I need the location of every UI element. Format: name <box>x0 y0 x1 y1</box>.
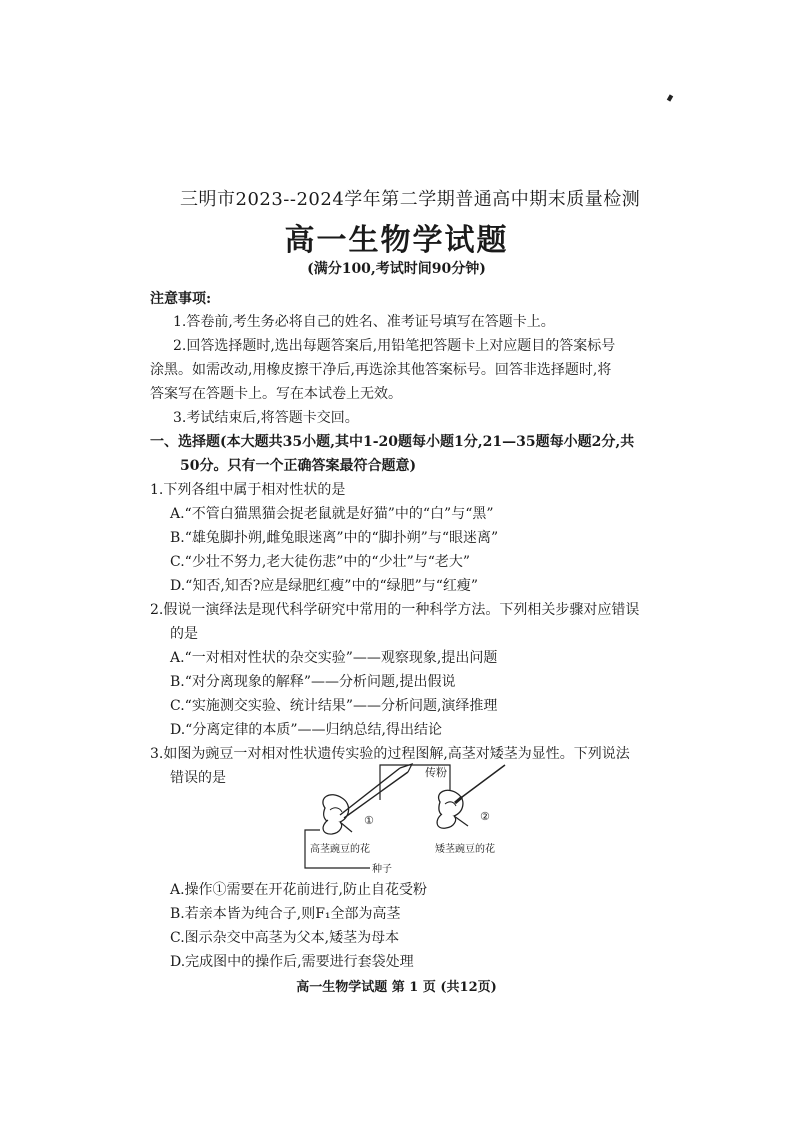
scan-mark <box>667 94 673 101</box>
question-option: A.操作①需要在开花前进行,防止自花受粉 <box>170 882 428 898</box>
exam-info: (满分100,考试时间90分钟) <box>307 261 486 277</box>
question-option: A.“一对相对性状的杂交实验”——观察现象,提出问题 <box>170 650 498 666</box>
notice-line: 1.答卷前,考生务必将自己的姓名、准考证号填写在答题卡上。 <box>173 314 555 330</box>
question-stem-cont: 的是 <box>170 626 198 642</box>
notice-line: 2.回答选择题时,选出每题答案后,用铅笔把答题卡上对应题目的答案标号 <box>173 338 616 354</box>
label-seed: 种子 <box>372 864 392 875</box>
question-option: D.完成图中的操作后,需要进行套袋处理 <box>170 954 414 970</box>
question-option: D.“知否,知否?应是绿肥红瘦”中的“绿肥”与“红瘦” <box>170 578 479 594</box>
question-stem-cont: 错误的是 <box>170 770 226 786</box>
section-heading-cont: 50分。只有一个正确答案最符合题意) <box>180 458 417 474</box>
tall-pea-flower-icon <box>323 795 352 834</box>
question-stem: 2.假说一演绎法是现代科学研究中常用的一种科学方法。下列相关步骤对应错误 <box>150 602 640 618</box>
label-short-flower: 矮茎豌豆的花 <box>435 844 495 855</box>
question-option: D.“分离定律的本质”——归纳总结,得出结论 <box>170 722 442 738</box>
notice-line: 答案写在答题卡上。写在本试卷上无效。 <box>150 386 402 402</box>
question-option: C.图示杂交中高茎为父本,矮茎为母本 <box>170 930 400 946</box>
question-option: C.“少壮不努力,老大徒伤悲”中的“少壮”与“老大” <box>170 554 471 570</box>
label-tall-flower: 高茎豌豆的花 <box>310 844 370 855</box>
brush-icon <box>455 765 505 803</box>
question-option: C.“实施测交实验、统计结果”——分析问题,演绎推理 <box>170 698 498 714</box>
question-option: A.“不管白猫黑猫会捉老鼠就是好猫”中的“白”与“黑” <box>170 506 494 522</box>
label-pollen: 传粉 <box>425 766 447 779</box>
label-step1: ① <box>364 814 374 827</box>
exam-title: 三明市2023--2024学年第二学期普通高中期末质量检测 <box>180 189 641 210</box>
section-heading: 一、选择题(本大题共35小题,其中1-20题每小题1分,21—35题每小题2分,共 <box>150 434 635 450</box>
question-option: B.“雄兔脚扑朔,雌兔眼迷离”中的“脚扑朔”与“眼迷离” <box>170 530 499 546</box>
notice-line: 涂黑。如需改动,用橡皮擦干净后,再选涂其他答案标号。回答非选择题时,将 <box>150 362 612 378</box>
page-footer: 高一生物学试题 第 1 页 (共12页) <box>296 980 497 995</box>
question-stem: 3.如图为豌豆一对相对性状遗传实验的过程图解,高茎对矮茎为显性。下列说法 <box>150 746 630 762</box>
notice-line: 3.考试结束后,将答题卡交回。 <box>173 410 359 426</box>
label-step2: ② <box>480 810 490 823</box>
pea-cross-figure <box>300 760 520 880</box>
question-option: B.“对分离现象的解释”——分析问题,提出假说 <box>170 674 456 690</box>
subject-title: 高一生物学试题 <box>284 223 509 258</box>
question-stem: 1.下列各组中属于相对性状的是 <box>150 482 346 498</box>
tweezers-icon <box>340 764 412 818</box>
question-option: B.若亲本皆为纯合子,则F₁全部为高茎 <box>170 906 401 922</box>
notice-heading: 注意事项: <box>150 291 212 307</box>
